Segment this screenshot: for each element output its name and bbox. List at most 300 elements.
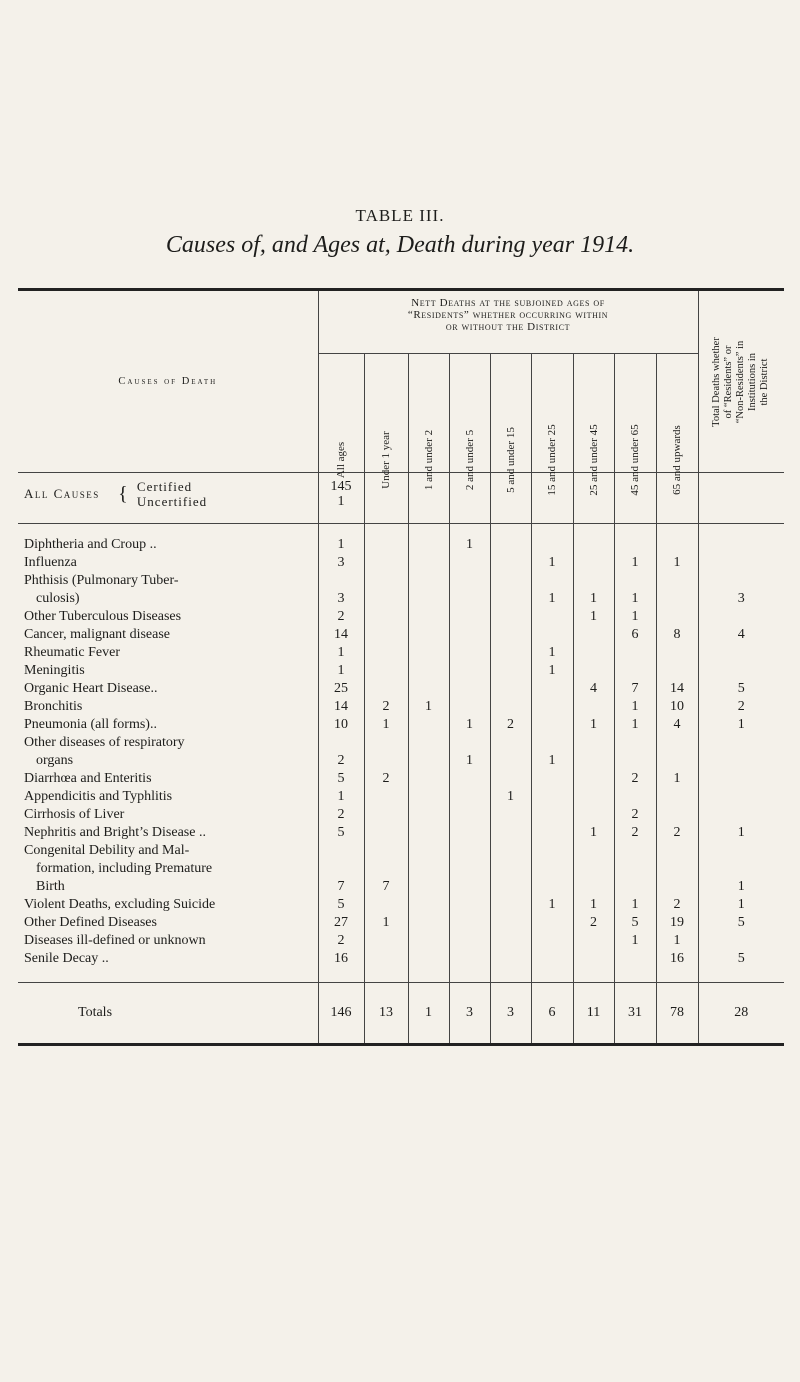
table-cell <box>573 770 614 788</box>
table-cell <box>531 608 573 626</box>
table-row <box>18 536 784 554</box>
col-65-up-label: 65 and upwards <box>671 425 684 495</box>
col-5-15-label: 5 and under 15 <box>504 427 517 493</box>
table-row <box>18 644 784 662</box>
table-cell <box>449 554 490 572</box>
cause-text-line: Diarrhœa and Enteritis <box>24 771 152 786</box>
table-row <box>18 698 784 716</box>
cause-text-line: organs <box>36 753 74 768</box>
table-cell <box>698 662 784 680</box>
table-cell <box>408 950 449 968</box>
table-cell <box>573 734 614 770</box>
table-cell <box>408 554 449 572</box>
table-cell <box>449 824 490 842</box>
table-cell: 1 <box>318 644 364 662</box>
table-cell <box>698 788 784 806</box>
table-row <box>18 788 784 806</box>
certified-label: Certified <box>136 479 193 494</box>
table-cell <box>449 842 490 896</box>
table-cell <box>408 536 449 554</box>
table-cell <box>490 914 531 932</box>
table-cell <box>573 950 614 968</box>
cause-label <box>18 932 318 950</box>
table-cell <box>531 932 573 950</box>
table-cell <box>408 662 449 680</box>
table-cell: 1 <box>698 824 784 842</box>
ages-group-header <box>318 290 698 354</box>
table-cell <box>408 644 449 662</box>
table-row <box>18 716 784 734</box>
table-cell <box>614 842 656 896</box>
table-cell: 1 <box>614 716 656 734</box>
table-cell: 1 <box>573 572 614 608</box>
col-15-25-label: 15 and under 25 <box>546 424 558 496</box>
table-cell: 2 <box>614 806 656 824</box>
table-cell <box>490 554 531 572</box>
table-cell <box>490 608 531 626</box>
cause-label <box>18 608 318 626</box>
cause-label <box>18 644 318 662</box>
cause-label <box>18 770 318 788</box>
col-45-65-label: 45 and under 65 <box>629 424 641 496</box>
table-cell <box>364 572 408 608</box>
table-cell <box>698 644 784 662</box>
table-cell <box>656 644 698 662</box>
table-cell <box>449 662 490 680</box>
col-under-1-label: Under 1 year <box>380 431 392 489</box>
uncertified-value: 1 <box>337 494 345 509</box>
cause-text-line: Violent Deaths, excluding Suicide <box>24 897 216 912</box>
table-cell <box>449 626 490 644</box>
table-cell <box>364 824 408 842</box>
table-cell: 1 <box>364 914 408 932</box>
table-cell: 7 <box>364 842 408 896</box>
table-cell <box>573 644 614 662</box>
table-cell: 2 <box>318 932 364 950</box>
table-cell: 5 <box>318 896 364 914</box>
table-cell <box>698 554 784 572</box>
table-cell: 5 <box>614 914 656 932</box>
table-cell <box>490 644 531 662</box>
table-cell <box>698 770 784 788</box>
table-cell: 1 <box>614 572 656 608</box>
table-cell <box>408 788 449 806</box>
cause-text-line: Cirrhosis of Liver <box>24 807 125 822</box>
total-header-line2: of “Residents” or <box>723 345 735 418</box>
table-cell <box>656 806 698 824</box>
table-cell: 2 <box>364 770 408 788</box>
table-cell <box>449 770 490 788</box>
table-cell <box>364 536 408 554</box>
cause-label <box>18 914 318 932</box>
table-cell <box>656 572 698 608</box>
table-row <box>18 734 784 770</box>
total-45-65: 31 <box>614 983 656 1045</box>
cause-text-line: Rheumatic Fever <box>24 645 121 660</box>
cause-text-line: Phthisis (Pulmonary Tuber- <box>24 573 179 588</box>
table-cell: 2 <box>614 770 656 788</box>
table-row <box>18 608 784 626</box>
table-cell <box>449 806 490 824</box>
table-cell <box>449 914 490 932</box>
causes-of-death-table <box>18 288 784 1046</box>
table-cell: 1 <box>531 734 573 770</box>
table-cell <box>364 626 408 644</box>
col-1-2 <box>408 354 449 491</box>
table-cell: 4 <box>698 626 784 644</box>
col-45-65 <box>614 354 656 496</box>
table-cell <box>408 770 449 788</box>
total-1-2: 1 <box>408 983 449 1045</box>
table-cell <box>449 932 490 950</box>
table-cell <box>573 788 614 806</box>
table-cell: 1 <box>490 788 531 806</box>
table-cell: 2 <box>614 824 656 842</box>
table-cell <box>408 914 449 932</box>
cause-text-line: Diphtheria and Croup .. <box>24 537 157 552</box>
col-all-ages-label: All ages <box>335 441 347 479</box>
table-cell: 5 <box>318 824 364 842</box>
total-header-line4: Institutions in <box>747 352 759 411</box>
total-institutions: 28 <box>698 983 784 1045</box>
table-cell <box>698 608 784 626</box>
table-cell: 1 <box>449 734 490 770</box>
table-cell: 1 <box>614 932 656 950</box>
table-cell: 4 <box>573 680 614 698</box>
col-15-25 <box>531 354 573 496</box>
causes-header-label: Causes of Death <box>118 376 218 387</box>
cause-text-line: Meningitis <box>24 663 85 678</box>
table-cell: 1 <box>573 824 614 842</box>
table-title: Causes of, and Ages at, Death during year 1914. <box>165 232 635 258</box>
table-cell <box>364 950 408 968</box>
table-cell <box>531 536 573 554</box>
table-cell <box>490 824 531 842</box>
cause-text-line: Other Defined Diseases <box>24 915 157 930</box>
cause-text-line: Organic Heart Disease.. <box>24 681 158 696</box>
table-cell: 4 <box>656 716 698 734</box>
total-65-up: 78 <box>656 983 698 1045</box>
table-cell <box>364 806 408 824</box>
table-cell <box>531 626 573 644</box>
table-cell <box>490 806 531 824</box>
table-cell <box>449 572 490 608</box>
table-cell: 1 <box>698 842 784 896</box>
totals-label: Totals <box>78 1005 113 1020</box>
table-cell: 2 <box>318 734 364 770</box>
table-row <box>18 950 784 968</box>
table-cell <box>364 896 408 914</box>
table-cell <box>531 698 573 716</box>
table-cell: 1 <box>408 698 449 716</box>
table-row <box>18 680 784 698</box>
table-cell: 1 <box>656 770 698 788</box>
table-cell <box>490 662 531 680</box>
table-cell <box>531 788 573 806</box>
total-header-line5: the District <box>759 358 771 405</box>
cause-label <box>18 716 318 734</box>
table-cell <box>573 806 614 824</box>
table-cell: 1 <box>614 554 656 572</box>
ages-group-line3: or without the District <box>445 321 571 333</box>
cause-text-line: formation, including Premature <box>36 861 213 876</box>
table-cell <box>614 788 656 806</box>
table-cell <box>408 842 449 896</box>
table-cell: 2 <box>490 716 531 734</box>
table-cell <box>531 770 573 788</box>
cause-rows <box>18 536 784 968</box>
table-row <box>18 572 784 608</box>
table-number: TABLE III. <box>355 206 445 225</box>
table-cell: 14 <box>318 698 364 716</box>
table-cell: 10 <box>318 716 364 734</box>
table-cell <box>614 536 656 554</box>
table-row <box>18 842 784 896</box>
col-1-2-label: 1 and under 2 <box>422 429 435 491</box>
cause-text-line: Pneumonia (all forms).. <box>24 717 157 732</box>
table-cell: 25 <box>318 680 364 698</box>
total-15-25: 6 <box>531 983 573 1045</box>
cause-label <box>18 824 318 842</box>
table-cell: 1 <box>364 716 408 734</box>
table-cell <box>490 698 531 716</box>
table-cell <box>531 950 573 968</box>
table-cell: 7 <box>614 680 656 698</box>
table-cell: 2 <box>573 914 614 932</box>
ages-group-line1: Nett Deaths at the subjoined ages of <box>411 297 605 309</box>
cause-text-line: Nephritis and Bright’s Disease .. <box>24 825 206 840</box>
table-cell: 3 <box>698 572 784 608</box>
table-cell: 10 <box>656 698 698 716</box>
table-cell: 3 <box>318 554 364 572</box>
table-cell <box>656 662 698 680</box>
table-cell: 2 <box>318 806 364 824</box>
col-all-ages <box>318 354 364 479</box>
table-cell <box>531 824 573 842</box>
cause-label <box>18 896 318 914</box>
table-cell: 3 <box>318 572 364 608</box>
table-cell <box>656 788 698 806</box>
table-cell <box>490 932 531 950</box>
table-cell: 2 <box>698 698 784 716</box>
total-institutions-header <box>698 290 784 473</box>
cause-text-line: Bronchitis <box>24 699 83 714</box>
table-cell: 16 <box>318 950 364 968</box>
uncertified-label: Uncertified <box>136 494 208 509</box>
table-cell <box>408 572 449 608</box>
table-cell <box>408 734 449 770</box>
cause-text-line: Other Tuberculous Diseases <box>24 609 182 624</box>
cause-text-line: Other diseases of respiratory <box>24 735 185 750</box>
table-cell <box>449 950 490 968</box>
all-causes-label-cell: All Causes { Certified Uncertified <box>24 479 208 509</box>
table-cell <box>614 734 656 770</box>
table-cell: 7 <box>318 842 364 896</box>
totals-row <box>18 983 784 1045</box>
table-cell <box>490 770 531 788</box>
table-cell <box>573 698 614 716</box>
cause-label <box>18 806 318 824</box>
table-cell <box>408 824 449 842</box>
all-causes-row <box>18 473 784 524</box>
table-cell <box>449 698 490 716</box>
table-cell <box>408 716 449 734</box>
table-cell <box>449 896 490 914</box>
cause-text-line: Congenital Debility and Mal- <box>24 843 190 858</box>
table-cell: 2 <box>318 608 364 626</box>
table-row <box>18 554 784 572</box>
table-cell <box>531 842 573 896</box>
table-cell: 1 <box>531 644 573 662</box>
table-cell: 1 <box>318 662 364 680</box>
total-header-line1: Total Deaths whether <box>711 336 723 427</box>
table-cell <box>364 932 408 950</box>
table-cell: 2 <box>364 698 408 716</box>
col-2-5 <box>449 354 490 491</box>
table-cell <box>364 608 408 626</box>
table-cell: 2 <box>656 896 698 914</box>
table-cell <box>698 932 784 950</box>
cause-text-line: Birth <box>36 879 65 894</box>
table-cell <box>614 644 656 662</box>
all-causes-values-cell <box>318 473 364 524</box>
table-cell: 1 <box>573 608 614 626</box>
table-cell: 1 <box>698 716 784 734</box>
table-row <box>18 932 784 950</box>
table-cell <box>531 806 573 824</box>
cause-label <box>18 626 318 644</box>
table-cell <box>408 896 449 914</box>
table-cell <box>364 680 408 698</box>
all-causes-label: All Causes <box>24 486 100 501</box>
table-row <box>18 806 784 824</box>
cause-label <box>18 554 318 572</box>
table-cell: 1 <box>318 536 364 554</box>
table-row <box>18 896 784 914</box>
col-25-45-label: 25 and under 45 <box>587 424 600 496</box>
table-cell <box>698 806 784 824</box>
table-cell <box>408 608 449 626</box>
cause-label <box>18 788 318 806</box>
table-cell: 1 <box>531 896 573 914</box>
table-cell <box>573 626 614 644</box>
table-cell: 1 <box>614 896 656 914</box>
table-cell: 1 <box>573 896 614 914</box>
table-cell: 16 <box>656 950 698 968</box>
cause-label <box>18 842 318 896</box>
certified-value: 145 <box>330 479 352 494</box>
table-cell <box>490 734 531 770</box>
table-cell <box>531 914 573 932</box>
table-cell: 1 <box>656 554 698 572</box>
total-header-line3: “Non-Residents” in <box>735 340 747 423</box>
table-cell <box>490 842 531 896</box>
table-cell: 14 <box>656 680 698 698</box>
table-cell: 1 <box>698 896 784 914</box>
table-cell <box>364 554 408 572</box>
cause-text-line: Senile Decay .. <box>24 951 109 966</box>
table-cell <box>656 536 698 554</box>
cause-text-line: culosis) <box>36 591 80 606</box>
table-cell <box>364 788 408 806</box>
table-cell: 14 <box>318 626 364 644</box>
table-cell <box>656 608 698 626</box>
table-cell: 8 <box>656 626 698 644</box>
table-cell: 19 <box>656 914 698 932</box>
table-cell <box>408 932 449 950</box>
col-2-5-label: 2 and under 5 <box>463 429 476 491</box>
table-cell: 1 <box>531 554 573 572</box>
table-cell <box>490 536 531 554</box>
col-65-up <box>656 354 698 495</box>
table-cell: 1 <box>531 662 573 680</box>
total-under-1: 13 <box>364 983 408 1045</box>
table-row <box>18 914 784 932</box>
table-cell: 1 <box>656 932 698 950</box>
cause-label <box>18 572 318 608</box>
table-cell <box>490 950 531 968</box>
table-cell: 1 <box>573 716 614 734</box>
table-cell: 1 <box>614 698 656 716</box>
table-cell <box>614 950 656 968</box>
col-25-45 <box>573 354 614 496</box>
table-cell <box>490 572 531 608</box>
table-cell <box>449 644 490 662</box>
table-cell: 5 <box>698 914 784 932</box>
cause-text-line: Diseases ill-defined or unknown <box>24 933 206 948</box>
table-cell: 1 <box>614 608 656 626</box>
total-25-45: 11 <box>573 983 614 1045</box>
table-cell <box>449 608 490 626</box>
table-row <box>18 662 784 680</box>
ages-group-line2: “Residents” whether occurring within <box>407 309 609 321</box>
table-cell <box>408 806 449 824</box>
table-cell: 27 <box>318 914 364 932</box>
table-cell <box>573 842 614 896</box>
table-cell: 2 <box>656 824 698 842</box>
table-cell <box>490 626 531 644</box>
causes-header <box>18 290 318 473</box>
table-cell <box>531 680 573 698</box>
cause-label <box>18 950 318 968</box>
cause-label <box>18 734 318 770</box>
table-cell <box>573 662 614 680</box>
table-cell <box>364 662 408 680</box>
table-cell <box>573 932 614 950</box>
table-cell: 1 <box>449 716 490 734</box>
cause-label <box>18 662 318 680</box>
table-cell: 1 <box>318 788 364 806</box>
table-cell <box>490 680 531 698</box>
table-cell: 5 <box>698 680 784 698</box>
col-5-15 <box>490 354 531 493</box>
cause-text-line: Influenza <box>24 555 77 570</box>
table-cell <box>656 842 698 896</box>
cause-text-line: Cancer, malignant disease <box>24 627 170 642</box>
table-row <box>18 824 784 842</box>
cause-label <box>18 680 318 698</box>
table-cell <box>531 716 573 734</box>
cause-label <box>18 698 318 716</box>
total-5-15: 3 <box>490 983 531 1045</box>
table-cell <box>449 788 490 806</box>
table-cell: 1 <box>531 572 573 608</box>
table-cell: 6 <box>614 626 656 644</box>
total-2-5: 3 <box>449 983 490 1045</box>
table-cell <box>698 536 784 554</box>
table-cell <box>656 734 698 770</box>
table-cell <box>573 554 614 572</box>
